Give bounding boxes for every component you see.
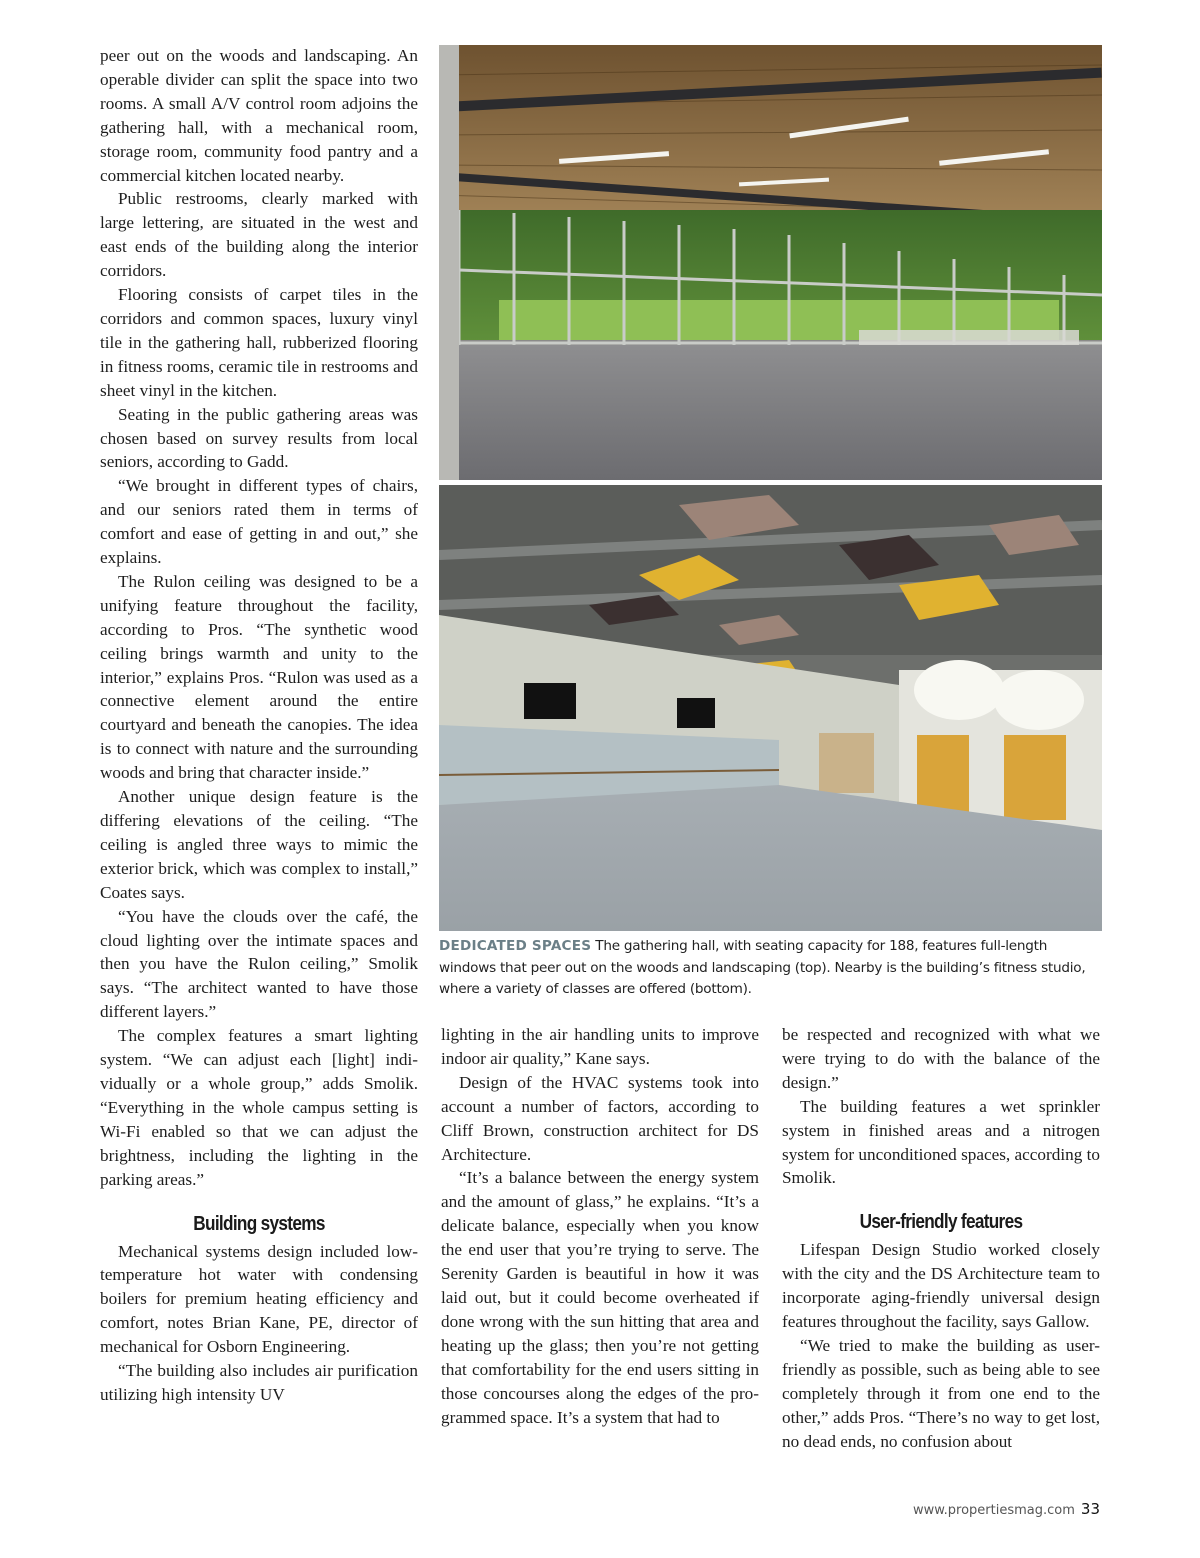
- paragraph: The complex features a smart lighting system. “We can adjust each [light] individually or a whole group,” adds Smolik. “Everything in the whole campus setting is Wi-Fi enabled so that we can adjust the brightness, including the lighting in the parking areas.”: [100, 1026, 418, 1189]
- paragraph: Seating in the public gathering areas was chosen based on survey results from local seniors, according to Gadd.: [100, 404, 418, 472]
- paragraph: Flooring consists of carpet tiles in the corridors and common spaces, luxury vinyl tile in the gathering hall, rubberized flooring in fitness rooms, ceramic tile in restrooms and sheet vinyl in the kitchen.: [100, 285, 418, 400]
- paragraph: Lifespan Design Studio worked closely with the city and the DS Architecture team to incorporate aging-friendly universal design features throughout the facility, says Gallow.: [782, 1240, 1100, 1332]
- caption-text: The gathering hall, with seating capacity for 188, features full-length windows that peer out on the woods and landscaping (top). Nearby is the building’s fitness studio, where a variety of classes are offered (bottom).: [439, 938, 1086, 997]
- fitness-studio-image: [439, 485, 1102, 931]
- paragraph: lighting in the air handling units to improve indoor air quality,” Kane says.: [441, 1025, 759, 1068]
- paragraph: “It’s a balance between the energy system and the amount of glass,” he explains. “It’s a delicate balance, especially when you know the end user that you’re trying to serve. The Serenity Garden is beautiful in how it was laid out, but it could become overheated if done wrong with the sun hitting that area and heating up the glass; then you’re not getting that comfortability for the end users sitting in those concourses along the edges of the programmed space. It’s a system that had to: [441, 1168, 759, 1427]
- gathering-hall-image: [439, 45, 1102, 480]
- gathering-hall-photo: [439, 45, 1102, 480]
- paragraph: “You have the clouds over the café, the cloud lighting over the intimate spaces and then you have the Rulon ceiling,” Smolik says. “The architect wanted to have those different layers.”: [100, 906, 418, 1022]
- photo-caption: [439, 936, 1105, 1001]
- paragraph: be respected and recognized with what we were trying to do with the balance of the design.”: [782, 1025, 1100, 1092]
- right-column: [782, 1023, 1100, 1454]
- section-heading-user-friendly: User-friendly features: [859, 1211, 1023, 1234]
- paragraph: “We tried to make the building as user-friendly as possible, such as being able to see completely through it from one end to the other,” adds Pros. “There’s no way to get lost, no dead ends, no confusion about: [782, 1335, 1100, 1451]
- paragraph: Mechanical systems design included low-temperature hot water with condensing boilers for premium heating efficiency and comfort, notes Brian Kane, PE, director of mechanical for Osborn Engineering.: [100, 1241, 418, 1357]
- fitness-studio-photo: [439, 485, 1102, 931]
- middle-column: [441, 1023, 759, 1429]
- page-footer: [913, 1500, 1100, 1518]
- paragraph: peer out on the woods and landscaping. An operable divider can split the space into two rooms. A small A/V control room adjoins the gathering hall, with a mechanical room, storage room, community food pantry and a commercial kitchen located nearby.: [100, 46, 418, 185]
- paragraph: Another unique design feature is the differing elevations of the ceiling. “The ceiling is angled three ways to mimic the exterior brick, which was complex to install,” Coates says.: [100, 787, 418, 902]
- paragraph: “We brought in different types of chairs, and our seniors rated them in terms of comfort and ease of getting in and out,” she explains.: [100, 476, 418, 568]
- caption-lead: DEDICATED SPACES: [439, 938, 592, 954]
- left-column: [100, 44, 418, 1407]
- paragraph: Public restrooms, clearly marked with large lettering, are situated in the west and east ends of the building along the interior corridors.: [100, 189, 418, 281]
- paragraph: Design of the HVAC systems took into account a number of factors, according to Cliff Brown, construction architect for DS Architecture.: [441, 1072, 759, 1164]
- paragraph: The Rulon ceiling was designed to be a unifying feature throughout the facility, according to Pros. “The synthetic wood ceiling brings warmth and unity to the interior,” explains Pros. “Rulon was used as a connective element around the entire courtyard and beneath the canopies. The idea is to connect with nature and the surrounding woods and bring that character inside.”: [100, 571, 418, 783]
- paragraph: The building features a wet sprinkler system in finished areas and a nitrogen system for unconditioned spaces, according to Smolik.: [782, 1096, 1100, 1188]
- footer-url: www.propertiesmag.com: [912, 1503, 1075, 1518]
- page-number: 33: [1080, 1500, 1100, 1518]
- paragraph: “The building also includes air purification utilizing high intensity UV: [100, 1361, 418, 1404]
- section-heading-building-systems: Building systems: [193, 1212, 325, 1235]
